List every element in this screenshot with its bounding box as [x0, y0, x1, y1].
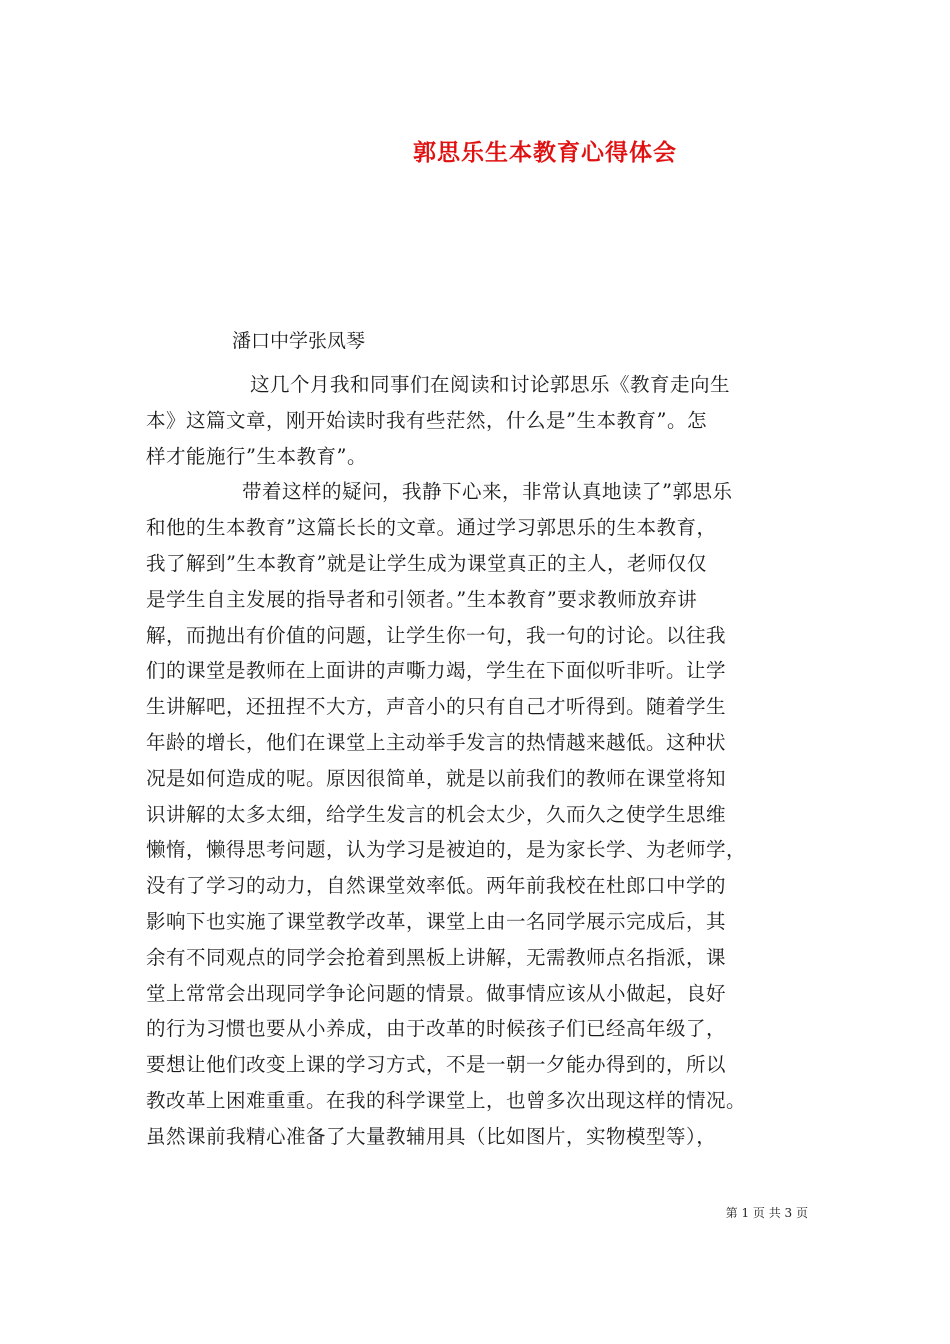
text-line: 余有不同观点的同学会抢着到黑板上讲解，无需教师点名指派，课	[146, 945, 727, 969]
text-line: 本》这篇文章，刚开始读时我有些茫然，什么是”生本教育”。怎	[146, 408, 707, 432]
text-line: 的行为习惯也要从小养成，由于改革的时候孩子们已经高年级了，	[146, 1017, 727, 1041]
text-line: 识讲解的太多太细，给学生发言的机会太少，久而久之使学生思维	[146, 802, 727, 826]
text-line: 懒惰，懒得思考问题，认为学习是被迫的，是为家长学、为老师学，	[146, 838, 747, 862]
text-line: 生讲解吧，还扭捏不大方，声音小的只有自己才听得到。随着学生	[146, 695, 727, 719]
text-line: 带着这样的疑问，我静下心来，非常认真地读了”郭思乐	[242, 480, 733, 504]
text-line: 们的课堂是教师在上面讲的声嘶力竭，学生在下面似听非听。让学	[146, 659, 727, 683]
text-line: 样才能施行”生本教育”。	[146, 444, 367, 468]
text-line: 影响下也实施了课堂教学改革，课堂上由一名同学展示完成后，其	[146, 909, 727, 933]
text-line: 要想让他们改变上课的学习方式，不是一朝一夕能办得到的，所以	[146, 1053, 727, 1077]
text-line: 和他的生本教育”这篇长长的文章。通过学习郭思乐的生本教育，	[146, 516, 717, 540]
text-line: 年龄的增长，他们在课堂上主动举手发言的热情越来越低。这种状	[146, 730, 727, 754]
text-line: 我了解到”生本教育”就是让学生成为课堂真正的主人，老师仅仅	[146, 551, 707, 575]
text-line: 是学生自主发展的指导者和引领者。”生本教育”要求教师放弃讲	[146, 587, 698, 611]
text-line: 解，而抛出有价值的问题，让学生你一句，我一句的讨论。以往我	[146, 623, 727, 647]
text-line: 况是如何造成的呢。原因很简单，就是以前我们的教师在课堂将知	[146, 766, 727, 790]
body-text	[146, 367, 826, 1155]
text-line: 虽然课前我精心准备了大量教辅用具（比如图片，实物模型等），	[146, 1124, 717, 1148]
document-title: 郭思乐生本教育心得体会	[413, 139, 677, 166]
text-line: 没有了学习的动力，自然课堂效率低。两年前我校在杜郎口中学的	[146, 874, 727, 898]
text-line: 堂上常常会出现同学争论问题的情景。做事情应该从小做起，良好	[146, 981, 727, 1005]
text-line: 教改革上困难重重。在我的科学课堂上，也曾多次出现这样的情况。	[146, 1088, 747, 1112]
page-footer: 第 1 页 共 3 页	[725, 1206, 808, 1220]
author-line: 潘口中学张凤琴	[232, 330, 366, 352]
text-line: 这几个月我和同事们在阅读和讨论郭思乐《教育走向生	[250, 373, 731, 396]
